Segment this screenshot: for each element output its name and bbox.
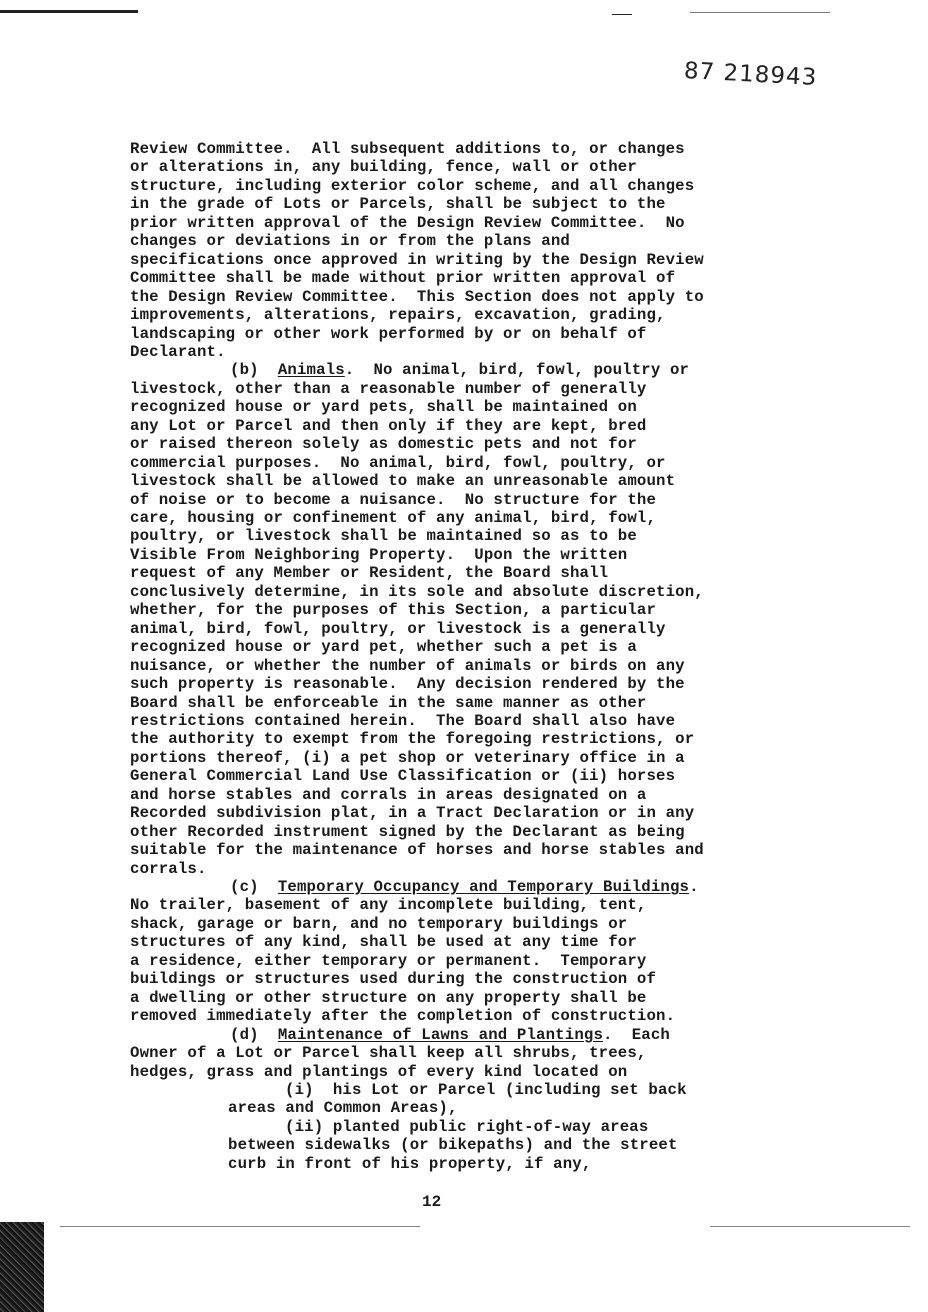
text-run: restrictions contained herein. The Board shall also have	[130, 711, 676, 730]
section-heading: Maintenance of Lawns and Plantings	[277, 1025, 604, 1044]
text-run: General Commercial Land Use Classification or (ii) horses	[130, 767, 676, 786]
text-run: .	[689, 878, 699, 896]
text-line	[230, 361, 689, 379]
text-line	[130, 288, 704, 306]
text-run: structures of any kind, shall be used at any time for	[130, 933, 637, 952]
text-run: nuisance, or whether the number of animals or birds on any	[130, 656, 685, 675]
text-line	[130, 767, 675, 785]
text-run: improvements, alterations, repairs, excavation, grading,	[130, 306, 666, 325]
text-line	[130, 749, 685, 767]
text-run: Board shall be enforceable in the same manner as other	[130, 693, 647, 712]
text-run: areas and Common Areas),	[228, 1099, 458, 1118]
text-run: the authority to exempt from the foregoing restrictions, or	[130, 730, 695, 749]
text-line	[130, 657, 685, 675]
text-line	[130, 952, 646, 970]
text-run: prior written approval of the Design Review Committee. No	[130, 213, 685, 232]
text-line	[130, 1007, 675, 1025]
text-line	[130, 417, 646, 435]
text-line	[130, 675, 685, 693]
text-line	[130, 398, 637, 416]
text-run: changes or deviations in or from the plans and	[130, 232, 570, 251]
text-run: landscaping or other work performed by or on behalf of	[130, 324, 647, 343]
text-line	[130, 915, 627, 933]
text-line	[130, 712, 675, 730]
text-line	[130, 158, 637, 176]
text-run: any Lot or Parcel and then only if they are kept, bred	[130, 416, 647, 435]
scan-edge-mark	[60, 1226, 420, 1227]
text-run: Owner of a Lot or Parcel shall keep all shrubs, trees,	[130, 1044, 647, 1063]
recording-number: 87 218943	[683, 58, 818, 91]
text-line	[130, 546, 627, 564]
scan-edge-mark	[710, 1226, 910, 1227]
text-line	[130, 860, 207, 878]
text-run: shack, garage or barn, and no temporary buildings or	[130, 914, 628, 933]
text-run: poultry, or livestock shall be maintained so as to be	[130, 527, 637, 546]
text-line	[285, 1081, 687, 1099]
section-heading: Animals	[277, 361, 345, 380]
text-run: livestock, other than a reasonable number of generally	[130, 379, 647, 398]
text-run: . Each	[603, 1025, 670, 1044]
text-line	[228, 1155, 591, 1173]
text-run: conclusively determine, in its sole and absolute discretion,	[130, 582, 704, 601]
text-run: Committee shall be made without prior written approval of	[130, 269, 676, 288]
text-run: Recorded subdivision plat, in a Tract Declaration or in any	[130, 804, 695, 823]
text-run: whether, for the purposes of this Section, a particular	[130, 601, 657, 620]
text-run: animal, bird, fowl, poultry, or livestock is a generally	[130, 619, 666, 638]
scan-edge-mark	[612, 14, 632, 15]
text-line	[130, 786, 646, 804]
text-line	[130, 509, 656, 527]
text-line	[130, 694, 646, 712]
text-run: such property is reasonable. Any decision rendered by the	[130, 675, 685, 694]
text-line	[130, 730, 694, 748]
text-line	[130, 325, 646, 343]
text-line	[130, 638, 637, 656]
text-run: other Recorded instrument signed by the Declarant as being	[130, 822, 685, 841]
text-line	[130, 343, 226, 361]
text-run: (b)	[230, 361, 278, 380]
text-line	[130, 601, 656, 619]
text-line	[228, 1099, 458, 1117]
text-run: structure, including exterior color scheme, and all changes	[130, 176, 695, 195]
text-line	[130, 491, 656, 509]
text-run: of noise or to become a nuisance. No structure for the	[130, 490, 657, 509]
text-line	[130, 435, 637, 453]
text-run: request of any Member or Resident, the Board shall	[130, 564, 609, 583]
text-line	[130, 823, 685, 841]
text-run: in the grade of Lots or Parcels, shall be subject to the	[130, 195, 666, 214]
text-line	[130, 269, 675, 287]
text-run: (d)	[230, 1025, 278, 1044]
text-line	[130, 841, 704, 859]
text-line	[130, 306, 666, 324]
text-line	[130, 1063, 627, 1081]
text-run: Review Committee. All subsequent additions to, or changes	[130, 140, 685, 158]
text-run: (i) his Lot or Parcel (including set back	[285, 1080, 687, 1099]
text-line	[130, 177, 694, 195]
text-line	[130, 989, 646, 1007]
text-run: and horse stables and corrals in areas designated on a	[130, 785, 647, 804]
text-run: portions thereof, (i) a pet shop or veterinary office in a	[130, 748, 685, 767]
text-run: recognized house or yard pets, shall be maintained on	[130, 398, 637, 417]
text-run: hedges, grass and plantings of every kind located on	[130, 1062, 628, 1081]
text-run: removed immediately after the completion of construction.	[130, 1007, 676, 1026]
text-run: buildings or structures used during the construction of	[130, 970, 657, 989]
text-run: (c)	[230, 878, 278, 896]
text-line	[130, 1044, 646, 1062]
text-run: corrals.	[130, 859, 207, 878]
text-line	[130, 564, 608, 582]
text-run: Declarant.	[130, 342, 226, 361]
text-run: recognized house or yard pet, whether such a pet is a	[130, 638, 637, 657]
text-line	[130, 214, 685, 232]
text-run: care, housing or confinement of any animal, bird, fowl,	[130, 509, 657, 527]
scan-edge-mark	[690, 12, 830, 13]
text-run: (ii) planted public right-of-way areas	[285, 1117, 649, 1136]
text-line	[130, 472, 675, 490]
text-line	[130, 527, 637, 545]
scan-corner-blot	[0, 1222, 44, 1312]
text-run: suitable for the maintenance of horses and horse stables and	[130, 841, 704, 860]
text-run: a residence, either temporary or permanent. Temporary	[130, 951, 647, 970]
text-line	[130, 140, 685, 158]
text-line	[230, 1026, 670, 1044]
text-run: specifications once approved in writing by the Design Review	[130, 250, 704, 269]
text-line	[130, 933, 637, 951]
text-run: curb in front of his property, if any,	[228, 1154, 592, 1173]
text-line	[130, 970, 656, 988]
scan-edge-mark	[0, 10, 138, 13]
text-line	[285, 1118, 648, 1136]
text-line	[130, 380, 646, 398]
text-line	[130, 251, 704, 269]
text-run: No trailer, basement of any incomplete building, tent,	[130, 896, 647, 915]
text-line	[230, 878, 699, 896]
text-line	[130, 195, 666, 213]
text-run: livestock shall be allowed to make an unreasonable amount	[130, 472, 676, 491]
text-run: . No animal, bird, fowl, poultry or	[344, 361, 690, 380]
text-line	[130, 620, 666, 638]
page-number: 12	[422, 1193, 442, 1211]
text-run: between sidewalks (or bikepaths) and the street	[228, 1136, 678, 1155]
text-run: commercial purposes. No animal, bird, fowl, poultry, or	[130, 453, 666, 472]
text-line	[130, 896, 646, 914]
text-line	[228, 1136, 678, 1154]
section-heading: Temporary Occupancy and Temporary Buildings	[277, 878, 690, 896]
text-line	[130, 583, 704, 601]
text-run: or raised thereon solely as domestic pets and not for	[130, 435, 637, 454]
text-run: the Design Review Committee. This Section does not apply to	[130, 287, 704, 306]
text-run: a dwelling or other structure on any property shall be	[130, 988, 647, 1007]
text-line	[130, 232, 570, 250]
text-run: or alterations in, any building, fence, wall or other	[130, 158, 637, 177]
text-line	[130, 804, 694, 822]
text-run: Visible From Neighboring Property. Upon the written	[130, 545, 628, 564]
text-line	[130, 454, 666, 472]
